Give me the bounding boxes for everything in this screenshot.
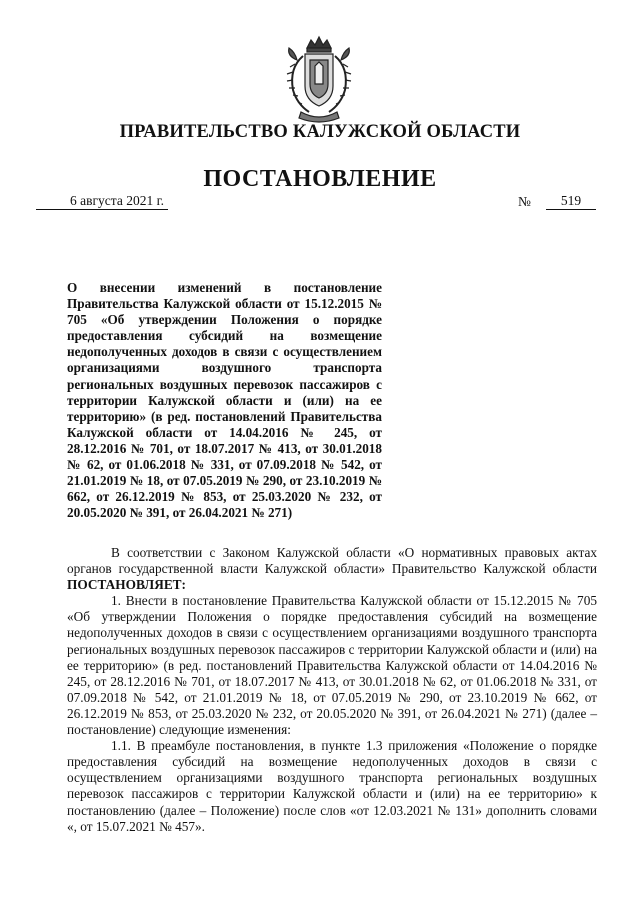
- number-sign: №: [518, 194, 531, 209]
- item-1-1-paragraph: 1.1. В преамбуле постановления, в пункте 1.3 приложения «Положение о порядке предоставления субсидий на возмещение недополученных доходов в связи с осуществлением организациями воздушного транспорта региональных воздушных перевозок пассажиров с территории Калужской области и (или) на ее территорию» к постановлению (далее – Положение) после слов «от 12.03.2021 № 131» дополнить словами «, от 15.07.2021 № 457».: [67, 738, 597, 834]
- kaluga-coat-of-arms-icon: [283, 34, 355, 124]
- document-body: [67, 545, 597, 835]
- preamble-paragraph: [67, 545, 597, 593]
- document-type-title: ПОСТАНОВЛЕНИЕ: [203, 166, 437, 192]
- item-1-paragraph: 1. Внести в постановление Правительства Калужской области от 15.12.2015 № 705 «Об утверждении Положения о порядке предоставления субсидий на возмещение недополученных доходов в связи с осуществлением организациями воздушного транспорта региональных воздушных перевозок пассажиров с территории Калужской области и (или) на ее территорию» (в ред. постановлений Правительства Калужской области от 14.04.2016 № 245, от 28.12.2016 № 701, от 18.07.2017 № 413, от 30.01.2018 № 62, от 01.06.2018 № 331, от 07.09.2018 № 542, от 21.01.2019 № 18, от 07.05.2019 № 290, от 23.10.2019 № 662, от 26.12.2019 № 853, от 25.03.2020 № 232, от 20.05.2020 № 391, от 26.04.2021 № 271) (далее – постановление) следующие изменения:: [67, 593, 597, 738]
- organization-title: ПРАВИТЕЛЬСТВО КАЛУЖСКОЙ ОБЛАСТИ: [119, 122, 521, 142]
- resolves-keyword: ПОСТАНОВЛЯЕТ:: [67, 577, 186, 593]
- preamble-text: В соответствии с Законом Калужской области «О нормативных правовых актах органов государственной власти Калужской области» Правительство Калужской области: [67, 545, 597, 577]
- document-date: 6 августа 2021 г.: [36, 193, 168, 210]
- document-number: 519: [546, 193, 596, 210]
- document-subject: О внесении изменений в постановление Правительства Калужской области от 15.12.2015 № 705 «Об утверждении Положения о порядке предоставления субсидий на возмещение недополученных доходов в связи с осуществлением организациями воздушного транспорта региональных воздушных перевозок пассажиров с территории Калужской области и (или) на ее территорию» (в ред. постановлений Правительства Калужской области от 14.04.2016 № 245, от 28.12.2016 № 701, от 18.07.2017 № 413, от 30.01.2018 № 62, от 01.06.2018 № 331, от 07.09.2018 № 542, от 21.01.2019 № 18, от 07.05.2019 № 290, от 23.10.2019 № 662, от 26.12.2019 № 853, от 25.03.2020 № 232, от 20.05.2020 № 391, от 26.04.2021 № 271): [67, 280, 382, 521]
